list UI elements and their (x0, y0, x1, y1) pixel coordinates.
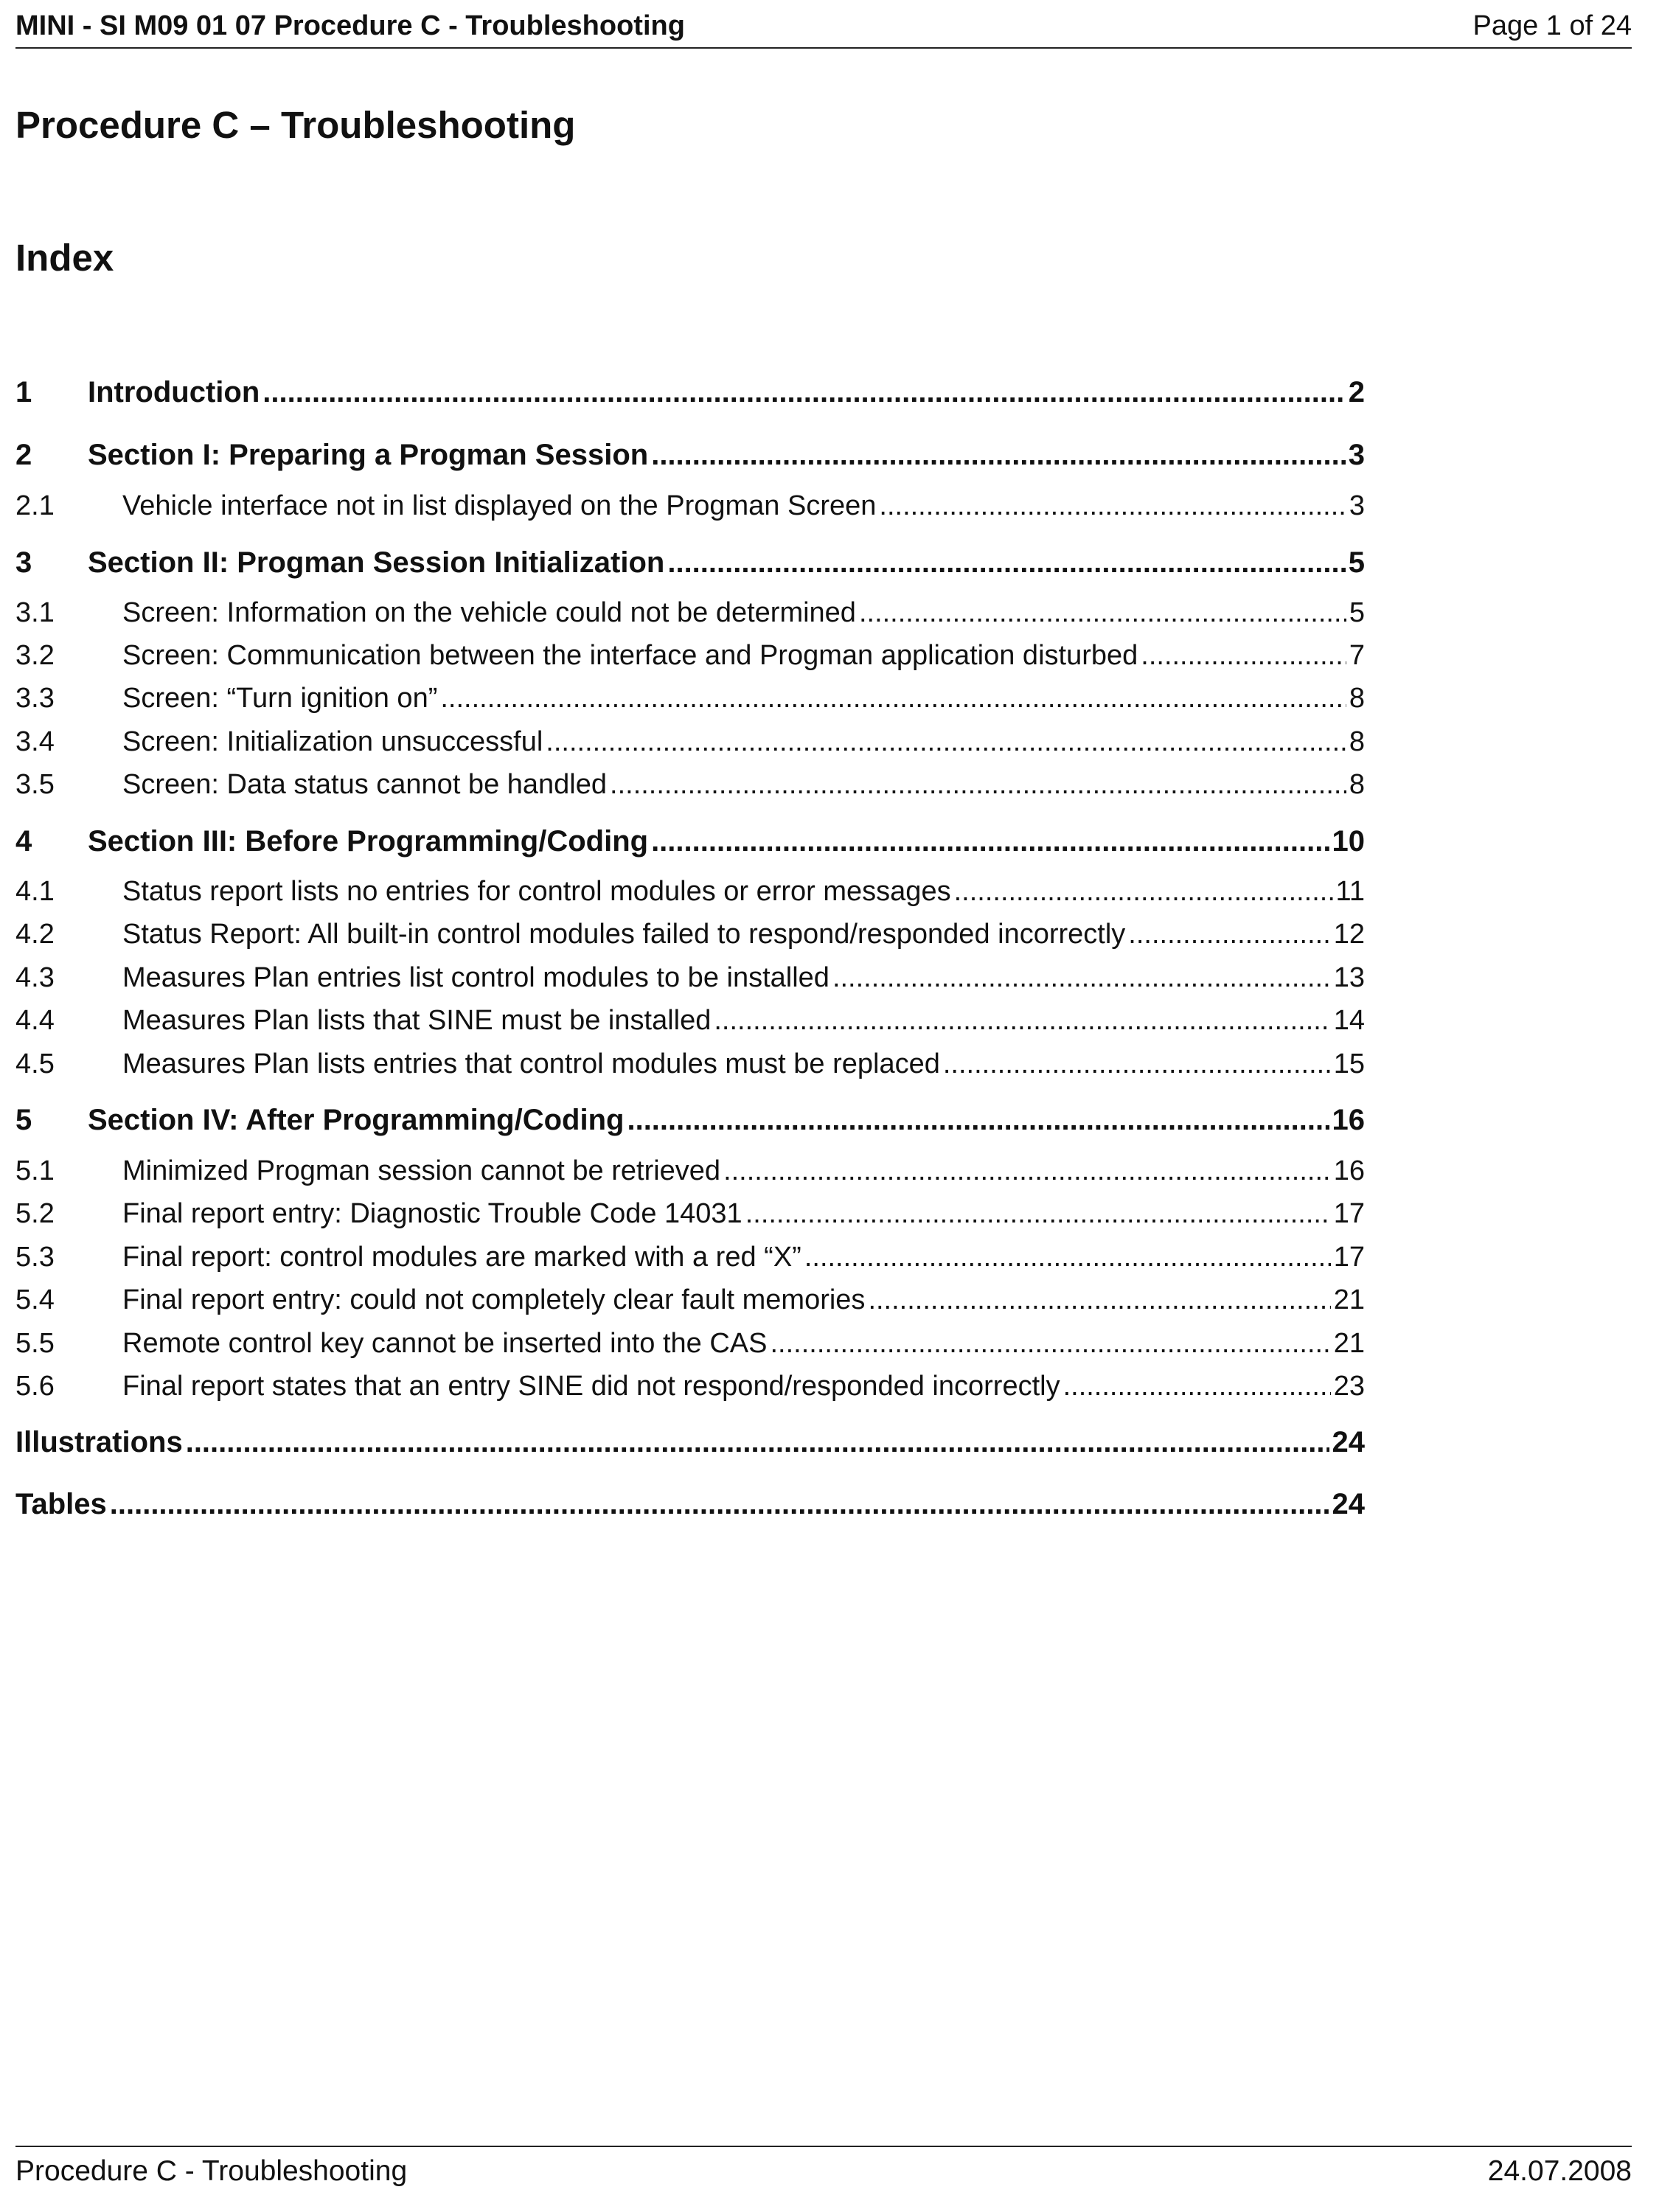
toc-entry-label: Measures Plan lists entries that control modules must be replaced (122, 1048, 940, 1079)
toc-entry-label: Screen: Initialization unsuccessful (122, 726, 543, 757)
toc-leader-dots (868, 1283, 1330, 1317)
toc-entry[interactable] (15, 874, 1365, 908)
toc-entry-page: 13 (1333, 962, 1365, 993)
toc-entry[interactable] (15, 768, 1365, 801)
toc-entry[interactable] (15, 1425, 1365, 1460)
toc-entry[interactable] (15, 1369, 1365, 1403)
toc-leader-dots (954, 874, 1333, 908)
toc-entry-label: Tables (15, 1488, 107, 1520)
toc-entry[interactable] (15, 917, 1365, 951)
toc-leader-dots (832, 961, 1331, 995)
toc-entry-label: Status report lists no entries for control modules or error messages (122, 876, 951, 907)
toc-entry-number: 3 (15, 546, 32, 579)
toc-leader-dots (770, 1326, 1330, 1360)
toc-entry-label: Section I: Preparing a Progman Session (88, 439, 649, 471)
toc-entry-label: Screen: “Turn ignition on” (122, 683, 438, 714)
toc-entry-page: 24 (1332, 1426, 1365, 1458)
toc-entry-page: 7 (1349, 640, 1365, 671)
toc-leader-dots (879, 489, 1346, 523)
toc-entry-page: 16 (1333, 1155, 1365, 1186)
toc-entry-label: Vehicle interface not in list displayed on the Progman Screen (122, 490, 877, 521)
toc-leader-dots (1141, 639, 1346, 672)
toc-leader-dots (610, 768, 1346, 801)
toc-entry-number: 5.6 (15, 1371, 55, 1402)
toc-entry-label: Screen: Data status cannot be handled (122, 769, 608, 800)
toc-entry[interactable] (15, 1102, 1365, 1138)
toc-entry[interactable] (15, 681, 1365, 715)
toc-entry-number: 5.4 (15, 1284, 55, 1315)
toc-entry-page: 3 (1348, 439, 1365, 471)
toc-entry-number: 5.5 (15, 1328, 55, 1359)
toc-entry-number: 4 (15, 825, 32, 858)
toc-entry-page: 8 (1349, 769, 1365, 800)
toc-entry[interactable] (15, 596, 1365, 630)
toc-leader-dots (651, 824, 1329, 859)
toc-entry[interactable] (15, 639, 1365, 672)
index-heading: Index (15, 237, 114, 279)
toc-entry-number: 5.1 (15, 1155, 55, 1186)
toc-entry-label: Remote control key cannot be inserted into the CAS (122, 1328, 768, 1359)
toc-entry[interactable] (15, 1197, 1365, 1231)
toc-entry[interactable] (15, 824, 1365, 859)
toc-leader-dots (723, 1154, 1331, 1188)
toc-entry-number: 4.2 (15, 919, 55, 950)
toc-entry[interactable] (15, 725, 1365, 759)
toc-entry[interactable] (15, 1283, 1365, 1317)
toc-entry-number: 5 (15, 1104, 32, 1136)
toc-entry-page: 23 (1333, 1371, 1365, 1402)
toc-entry-label: Status Report: All built-in control modules failed to respond/responded incorrectly (122, 919, 1126, 950)
toc-entry-label: Final report entry: Diagnostic Trouble Code 14031 (122, 1198, 742, 1229)
toc-entry-label: Screen: Information on the vehicle could not be determined (122, 597, 856, 628)
toc-entry-number: 4.3 (15, 962, 55, 993)
header-doc-title: MINI - SI M09 01 07 Procedure C - Troubleshooting (15, 10, 685, 41)
toc-entry-label: Section II: Progman Session Initialization (88, 546, 665, 579)
toc-entry-page: 10 (1332, 825, 1365, 858)
toc-leader-dots (1128, 917, 1330, 951)
toc-entry-page: 12 (1333, 919, 1365, 950)
toc-entry[interactable] (15, 1326, 1365, 1360)
toc-leader-dots (859, 596, 1346, 630)
toc-entry[interactable] (15, 545, 1365, 580)
toc-entry-page: 5 (1349, 597, 1365, 628)
page-footer (15, 2146, 1632, 2191)
toc-entry[interactable] (15, 961, 1365, 995)
toc-entry-label: Final report states that an entry SINE did not respond/responded incorrectly (122, 1371, 1060, 1402)
toc-entry-page: 8 (1349, 726, 1365, 757)
toc-entry[interactable] (15, 1486, 1365, 1522)
toc-entry-label: Screen: Communication between the interface and Progman application disturbed (122, 640, 1138, 671)
toc-entry-page: 21 (1333, 1284, 1365, 1315)
toc-leader-dots (804, 1240, 1331, 1274)
toc-entry-page: 8 (1349, 683, 1365, 714)
toc-entry-number: 3.4 (15, 726, 55, 757)
toc-entry-label: Final report: control modules are marked with a red “X” (122, 1242, 801, 1273)
toc-leader-dots (714, 1004, 1330, 1037)
toc-entry[interactable] (15, 375, 1365, 410)
toc-entry[interactable] (15, 489, 1365, 523)
toc-entry-number: 4.4 (15, 1005, 55, 1036)
toc-leader-dots (943, 1047, 1331, 1081)
toc-leader-dots (651, 437, 1346, 473)
toc-entry-number: 3.5 (15, 769, 55, 800)
toc-entry-label: Measures Plan lists that SINE must be installed (122, 1005, 712, 1036)
toc-entry-page: 3 (1349, 490, 1365, 521)
toc-leader-dots (627, 1102, 1329, 1138)
toc-entry-number: 3.2 (15, 640, 55, 671)
document-title: Procedure C – Troubleshooting (15, 104, 576, 146)
footer-date: 24.07.2008 (1487, 2155, 1632, 2187)
toc-leader-dots (1063, 1369, 1331, 1403)
toc-entry-number: 1 (15, 376, 32, 408)
toc-entry-page: 17 (1333, 1198, 1365, 1229)
toc-entry[interactable] (15, 1240, 1365, 1274)
toc-entry-number: 5.3 (15, 1242, 55, 1273)
toc-entry-number: 3.3 (15, 683, 55, 714)
toc-entry[interactable] (15, 1004, 1365, 1037)
toc-entry-label: Minimized Progman session cannot be retrieved (122, 1155, 721, 1186)
toc-entry[interactable] (15, 437, 1365, 473)
toc-leader-dots (110, 1486, 1329, 1522)
toc-entry-label: Introduction (88, 376, 260, 408)
toc-entry-label: Final report entry: could not completely clear fault memories (122, 1284, 866, 1315)
toc-entry-number: 4.1 (15, 876, 55, 907)
toc-entry-page: 14 (1333, 1005, 1365, 1036)
toc-entry-label: Illustrations (15, 1426, 183, 1458)
toc-entry-number: 5.2 (15, 1198, 55, 1229)
toc-entry[interactable] (15, 1154, 1365, 1188)
toc-leader-dots (745, 1197, 1331, 1231)
toc-entry-page: 17 (1333, 1242, 1365, 1273)
footer-title: Procedure C - Troubleshooting (15, 2155, 408, 2187)
toc-entry-page: 21 (1333, 1328, 1365, 1359)
header-page-info: Page 1 of 24 (1472, 10, 1632, 41)
toc-leader-dots (262, 375, 1345, 410)
toc-entry-page: 24 (1332, 1488, 1365, 1520)
toc-entry-page: 16 (1332, 1104, 1365, 1136)
toc-entry[interactable] (15, 1047, 1365, 1081)
toc-entry-page: 2 (1348, 376, 1365, 408)
toc-entry-number: 2 (15, 439, 32, 471)
toc-entry-number: 3.1 (15, 597, 55, 628)
page-header (15, 9, 1632, 49)
toc-entry-label: Section IV: After Programming/Coding (88, 1104, 625, 1136)
toc-entry-page: 15 (1333, 1048, 1365, 1079)
toc-entry-page: 11 (1335, 876, 1365, 907)
toc-leader-dots (440, 681, 1346, 715)
toc-leader-dots (186, 1425, 1329, 1460)
toc-entry-number: 2.1 (15, 490, 55, 521)
toc-leader-dots (667, 545, 1345, 580)
toc-entry-label: Measures Plan entries list control modules to be installed (122, 962, 830, 993)
toc-entry-number: 4.5 (15, 1048, 55, 1079)
toc-entry-label: Section III: Before Programming/Coding (88, 825, 649, 858)
toc-entry-page: 5 (1348, 546, 1365, 579)
toc-leader-dots (546, 725, 1346, 759)
